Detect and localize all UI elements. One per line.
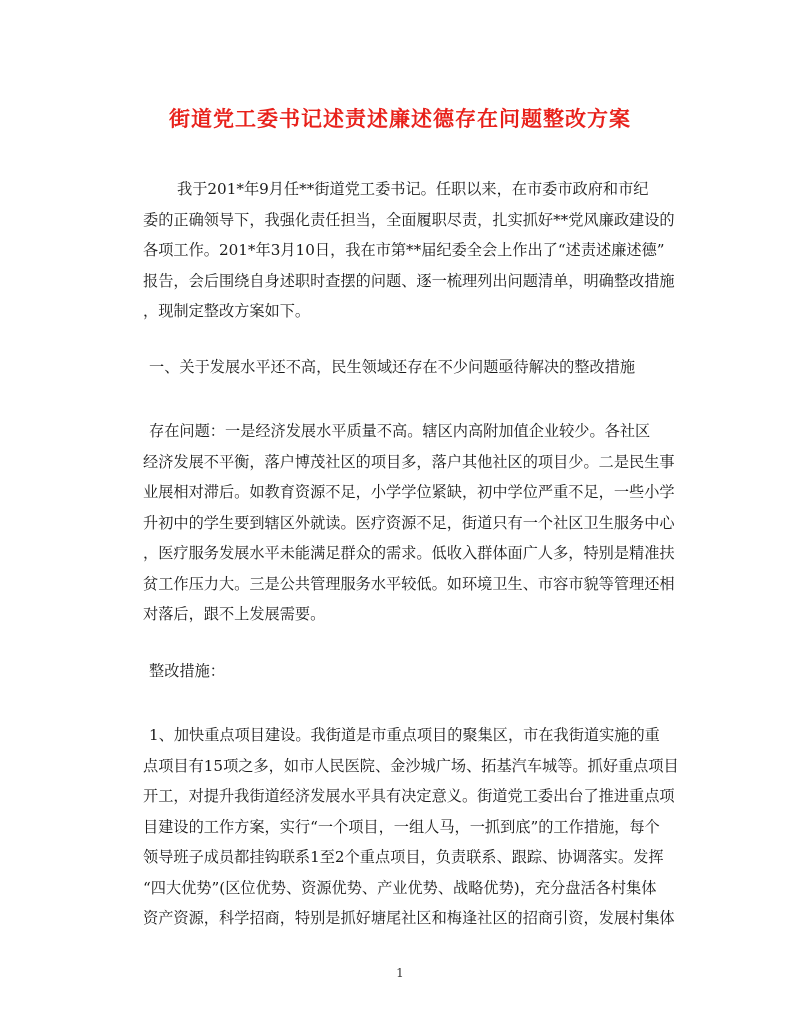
text-line: 目建设的工作方案，实行“一个项目，一组人马，一抓到底”的工作措施，每个 [143,817,660,836]
text-line: 报告，会后围绕自身述职时查摆的问题、逐一梳理列出问题清单，明确整改措施 [143,271,675,290]
text-line: 对落后，跟不上发展需要。 [143,605,326,623]
problems-paragraph [143,416,673,630]
text-line: ，现制定整改方案如下。 [143,302,311,320]
document-title: 街道党工委书记述责述廉述德存在问题整改方案 [169,106,631,131]
text-line: 我于201*年9月任**街道党工委书记。任职以来，在市委市政府和市纪 [177,180,649,198]
text-line: 一、关于发展水平还不高，民生领域还存在不少问题亟待解决的整改措施 [149,358,635,376]
measure-1-paragraph [143,720,679,934]
text-line: 点项目有15项之多，如市人民医院、金沙城广场、拓基汽车城等。抓好重点项目 [143,756,679,775]
text-line: “四大优势”(区位优势、资源优势、产业优势、战略优势)，充分盘活各村集体 [143,878,657,897]
text-line: 领导班子成员都挂钩联系1至2个重点项目，负责联系、跟踪、协调落实。发挥 [143,848,664,866]
text-line: 资产资源，科学招商，特别是抓好塘尾社区和梅逢社区的招商引资，发展村集体 [143,909,675,927]
text-line: 1、加快重点项目建设。我街道是市重点项目的聚集区，市在我街道实施的重 [149,726,660,744]
text-line: 升初中的学生要到辖区外就读。医疗资源不足，街道只有一个社区卫生服务中心 [143,513,675,532]
text-line: ，医疗服务发展水平未能满足群众的需求。低收入群体面广人多，特别是精准扶 [143,544,675,562]
page-number: 1 [396,966,404,980]
text-line: 各项工作。201*年3月10日，我在市第**届纪委全会上作出了“述责述廉述德” [143,241,665,259]
text-line: 贫工作压力大。三是公共管理服务水平较低。如环境卫生、市容市貌等管理还相 [143,574,675,593]
text-line: 开工，对提升我街道经济发展水平具有决定意义。街道党工委出台了推进重点项 [143,787,675,805]
intro-paragraph [143,174,673,327]
text-line: 存在问题：一是经济发展水平质量不高。辖区内高附加值企业较少。各社区 [149,422,651,440]
text-line: 委的正确领导下，我强化责任担当，全面履职尽责，扎实抓好**党风廉政建设的 [143,210,675,229]
text-line: 业展相对滞后。如教育资源不足，小学学位紧缺，初中学位严重不足，一些小学 [143,483,675,501]
section-heading [143,352,673,383]
text-line: 整改措施： [149,662,225,680]
measures-heading [143,656,673,687]
text-line: 经济发展不平衡，落户博茂社区的项目多，落户其他社区的项目少。二是民生事 [143,452,675,471]
